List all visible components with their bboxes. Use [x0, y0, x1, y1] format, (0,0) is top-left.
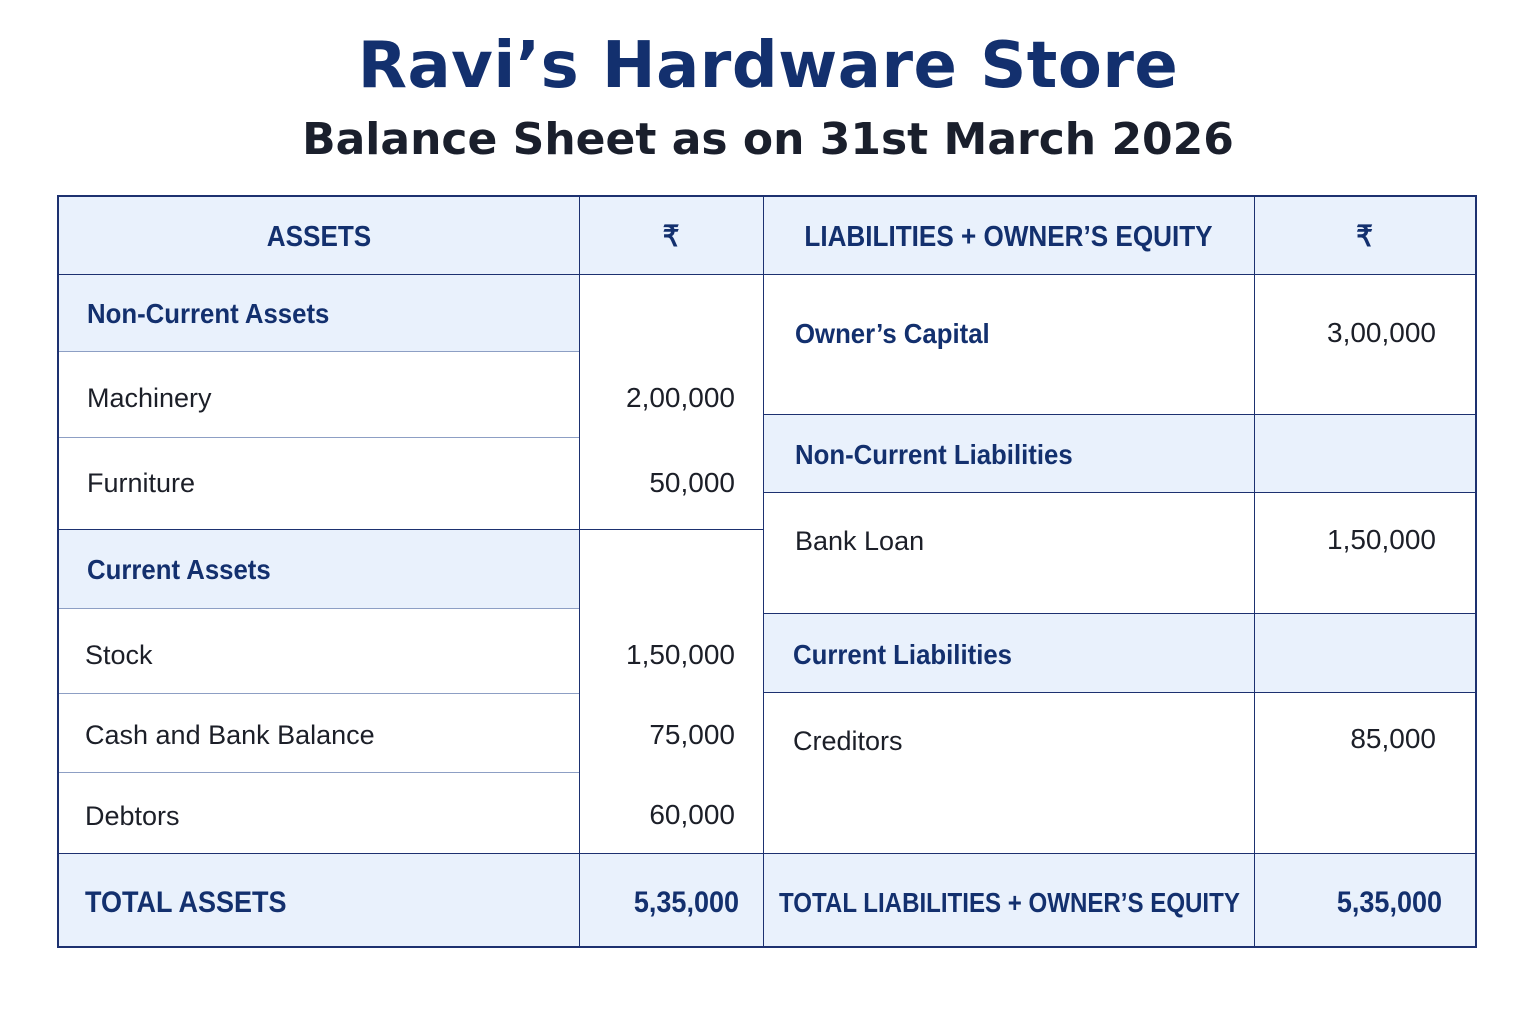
assets-column-header: ASSETS: [266, 221, 372, 253]
line-after-non-current-liabilities: [763, 492, 1475, 493]
creditors-label: Creditors: [793, 726, 903, 756]
header-bottom-line: [59, 274, 1475, 275]
total-assets-amount: 5,35,000: [633, 886, 739, 919]
total-liabilities-amount: 5,35,000: [1336, 886, 1442, 919]
total-assets-label: TOTAL ASSETS: [85, 886, 287, 919]
line-after-machinery: [59, 437, 579, 438]
liabilities-currency-header: ₹: [1356, 221, 1373, 253]
line-after-cash: [59, 772, 579, 773]
bank-loan-amount: 1,50,000: [1327, 524, 1436, 555]
divider-liabilities-amount: [1254, 197, 1255, 946]
non-current-liabilities-label: Non-Current Liabilities: [795, 439, 1073, 470]
total-liabilities-label: TOTAL LIABILITIES + OWNER’S EQUITY: [779, 887, 1240, 918]
current-assets-label: Current Assets: [87, 554, 271, 585]
stock-label: Stock: [85, 640, 153, 670]
line-after-non-current-assets: [59, 351, 579, 352]
furniture-label: Furniture: [87, 468, 196, 498]
liabilities-column-header: LIABILITIES + OWNER’S EQUITY: [804, 221, 1213, 253]
cash-bank-amount: 75,000: [649, 719, 735, 750]
line-after-current-assets: [59, 608, 579, 609]
furniture-amount: 50,000: [649, 467, 735, 498]
bank-loan-label: Bank Loan: [795, 526, 925, 556]
stock-amount: 1,50,000: [626, 639, 735, 670]
machinery-amount: 2,00,000: [626, 382, 735, 413]
line-after-furniture: [59, 529, 763, 530]
creditors-amount: 85,000: [1350, 723, 1436, 754]
owners-capital-label: Owner’s Capital: [795, 318, 990, 349]
debtors-amount: 60,000: [649, 799, 735, 830]
owners-capital-amount: 3,00,000: [1327, 317, 1436, 348]
line-after-stock: [59, 693, 579, 694]
cash-bank-label: Cash and Bank Balance: [85, 720, 375, 750]
totals-top-line: [59, 853, 1475, 854]
current-liabilities-label: Current Liabilities: [793, 639, 1013, 670]
assets-currency-header: ₹: [662, 221, 680, 253]
divider-center: [763, 197, 764, 946]
line-after-current-liabilities: [763, 692, 1475, 693]
debtors-label: Debtors: [85, 801, 180, 831]
page-title: Ravi’s Hardware Store: [357, 29, 1179, 103]
machinery-label: Machinery: [87, 383, 212, 413]
balance-sheet-table: [57, 195, 1477, 948]
line-after-bank-loan: [763, 613, 1475, 614]
line-after-owners-capital: [763, 414, 1475, 415]
page-subtitle: Balance Sheet as on 31st March 2026: [302, 114, 1234, 165]
non-current-assets-label: Non-Current Assets: [87, 298, 330, 329]
